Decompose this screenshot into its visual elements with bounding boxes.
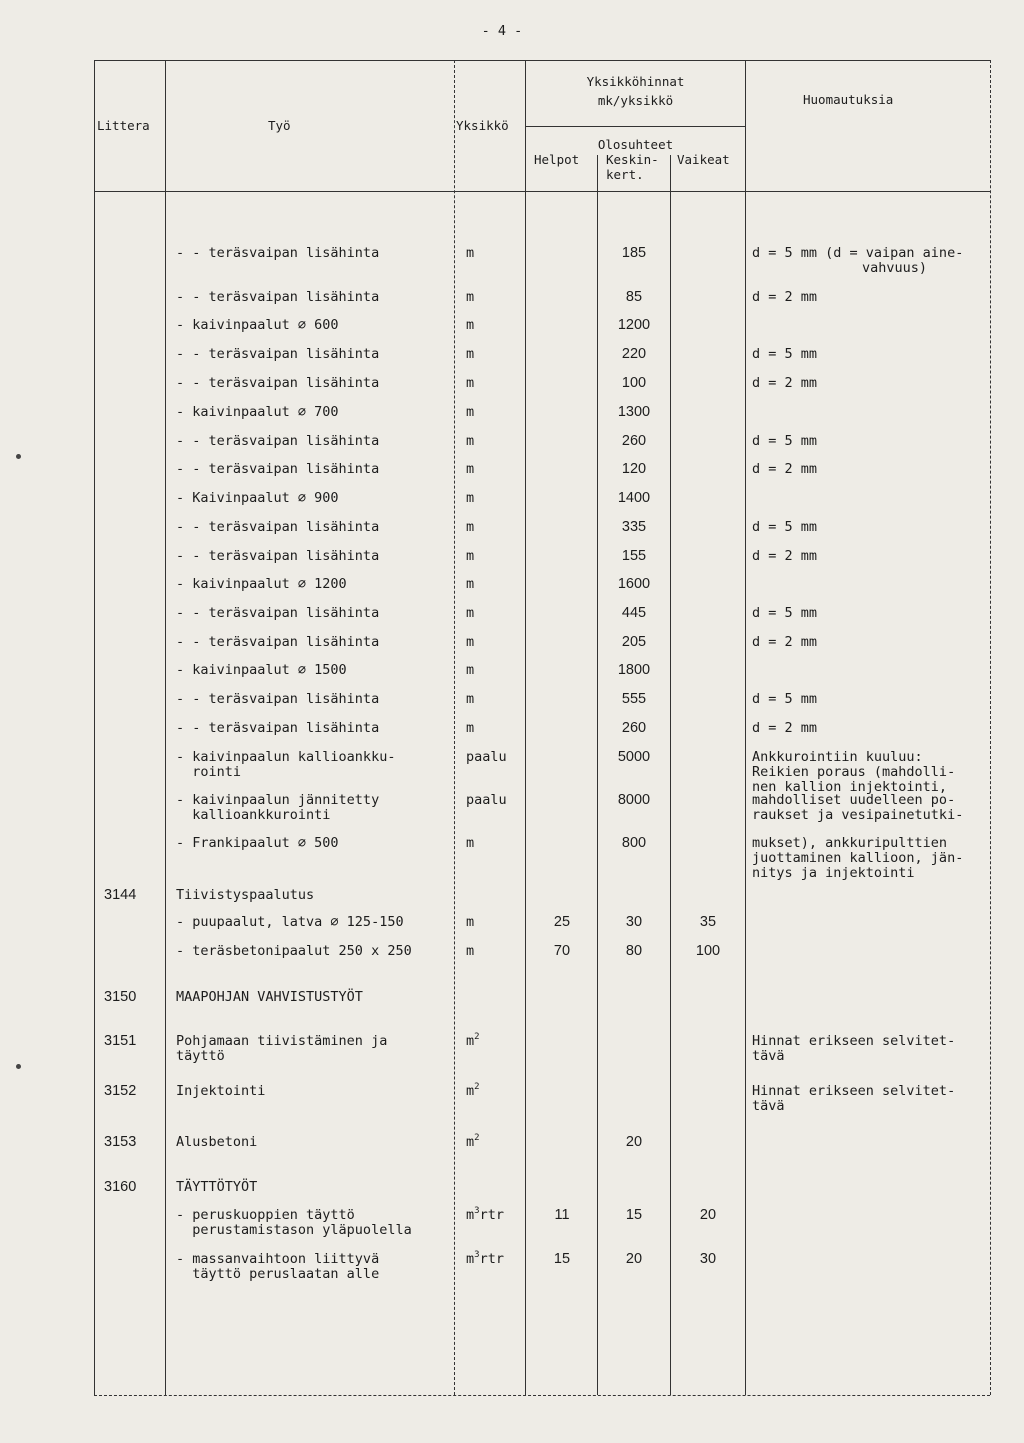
unit-symbol: m bbox=[466, 576, 475, 592]
unit-cell bbox=[466, 915, 474, 930]
unit-cell bbox=[466, 1135, 480, 1150]
work-description: täyttö bbox=[176, 1048, 225, 1064]
work-description: Pohjamaan tiivistäminen ja bbox=[176, 1033, 388, 1049]
work-description: - - teräsvaipan lisähinta bbox=[176, 605, 380, 621]
unit-suffix: rtr bbox=[479, 1251, 504, 1267]
work-description: - - teräsvaipan lisähinta bbox=[176, 289, 380, 305]
price-keskin: 1600 bbox=[617, 576, 651, 592]
header-yksikko: Yksikkö bbox=[456, 118, 509, 133]
header-olosuhteet: Olosuhteet bbox=[597, 137, 674, 152]
remark-text: Hinnat erikseen selvitet- bbox=[752, 1083, 956, 1099]
work-description: - - teräsvaipan lisähinta bbox=[176, 720, 380, 736]
unit-cell bbox=[466, 491, 474, 506]
littera-code: 3144 bbox=[104, 887, 137, 903]
price-keskin: 8000 bbox=[617, 792, 651, 808]
unit-symbol: m bbox=[466, 943, 475, 959]
header-littera: Littera bbox=[97, 118, 150, 133]
price-vaikeat: 35 bbox=[699, 914, 717, 930]
work-description: - kaivinpaalut ∅ 700 bbox=[176, 404, 339, 420]
unit-symbol: m bbox=[466, 914, 475, 930]
price-vaikeat: 100 bbox=[695, 943, 721, 959]
unit-symbol: m bbox=[466, 490, 475, 506]
unit-symbol: m bbox=[466, 433, 475, 449]
unit-cell bbox=[466, 520, 474, 535]
littera-code: 3150 bbox=[104, 989, 137, 1005]
unit-symbol: m bbox=[466, 1207, 475, 1223]
unit-symbol: m bbox=[466, 519, 475, 535]
remark-text: d = 2 mm bbox=[752, 461, 818, 477]
unit-symbol: m bbox=[466, 691, 475, 707]
unit-symbol: m bbox=[466, 1251, 475, 1267]
header-subdivider bbox=[525, 126, 745, 127]
unit-symbol: m bbox=[466, 245, 475, 261]
unit-symbol: m bbox=[466, 720, 475, 736]
unit-cell bbox=[466, 1208, 504, 1223]
littera-code: 3153 bbox=[104, 1134, 137, 1150]
unit-cell bbox=[466, 347, 474, 362]
col-border-keskin bbox=[670, 155, 671, 1395]
table-top-border bbox=[94, 60, 990, 61]
unit-cell bbox=[466, 549, 474, 564]
remark-text: nitys ja injektointi bbox=[752, 865, 915, 881]
unit-symbol: m bbox=[466, 346, 475, 362]
work-description: - kaivinpaalun jännitetty bbox=[176, 792, 380, 808]
work-description: Alusbetoni bbox=[176, 1134, 258, 1150]
unit-cell bbox=[466, 462, 474, 477]
unit-cell bbox=[466, 836, 474, 851]
unit-symbol: m bbox=[466, 317, 475, 333]
price-keskin: 155 bbox=[621, 548, 647, 564]
price-keskin: 1800 bbox=[617, 662, 651, 678]
price-keskin: 80 bbox=[625, 943, 643, 959]
unit-symbol: m bbox=[466, 375, 475, 391]
price-keskin: 800 bbox=[621, 835, 647, 851]
price-keskin: 20 bbox=[625, 1251, 643, 1267]
unit-cell bbox=[466, 635, 474, 650]
price-helpot: 15 bbox=[553, 1251, 571, 1267]
work-description: - peruskuoppien täyttö bbox=[176, 1207, 355, 1223]
work-description: - kaivinpaalut ∅ 600 bbox=[176, 317, 339, 333]
unit-exponent: 2 bbox=[474, 1032, 480, 1042]
remark-text: d = 5 mm (d = vaipan aine- bbox=[752, 245, 964, 261]
price-keskin: 5000 bbox=[617, 749, 651, 765]
unit-cell bbox=[466, 750, 507, 765]
price-keskin: 555 bbox=[621, 691, 647, 707]
remark-text: tävä bbox=[752, 1048, 785, 1064]
work-description: MAAPOHJAN VAHVISTUSTYÖT bbox=[176, 989, 363, 1005]
remark-text: d = 5 mm bbox=[752, 605, 818, 621]
remark-text: d = 5 mm bbox=[752, 519, 818, 535]
remark-text: d = 2 mm bbox=[752, 548, 818, 564]
remark-text: mukset), ankkuripulttien bbox=[752, 835, 948, 851]
header-helpot: Helpot bbox=[534, 152, 580, 167]
work-description: kallioankkurointi bbox=[176, 807, 331, 823]
price-keskin: 85 bbox=[625, 289, 643, 305]
price-keskin: 220 bbox=[621, 346, 647, 362]
remark-text: juottaminen kallioon, jän- bbox=[752, 850, 964, 866]
unit-symbol: m bbox=[466, 289, 475, 305]
remark-text: mahdolliset uudelleen po- bbox=[752, 792, 956, 808]
work-description: - - teräsvaipan lisähinta bbox=[176, 346, 380, 362]
col-border-right bbox=[990, 60, 991, 1395]
unit-symbol: m bbox=[466, 1134, 475, 1150]
littera-code: 3160 bbox=[104, 1179, 137, 1195]
unit-symbol: m bbox=[466, 1033, 475, 1049]
work-description: - kaivinpaalun kallioankku- bbox=[176, 749, 396, 765]
work-description: - puupaalut, latva ∅ 125-150 bbox=[176, 914, 404, 930]
price-keskin: 30 bbox=[625, 914, 643, 930]
work-description: - - teräsvaipan lisähinta bbox=[176, 375, 380, 391]
work-description: rointi bbox=[176, 764, 242, 780]
unit-symbol: paalu bbox=[466, 792, 507, 808]
price-keskin: 205 bbox=[621, 634, 647, 650]
littera-code: 3151 bbox=[104, 1033, 137, 1049]
unit-cell bbox=[466, 944, 474, 959]
work-description: - kaivinpaalut ∅ 1500 bbox=[176, 662, 347, 678]
work-description: - - teräsvaipan lisähinta bbox=[176, 461, 380, 477]
scan-mark bbox=[16, 454, 21, 459]
unit-cell bbox=[466, 290, 474, 305]
work-description: - teräsbetonipaalut 250 x 250 bbox=[176, 943, 412, 959]
col-border-helpot bbox=[597, 155, 598, 1395]
price-keskin: 1200 bbox=[617, 317, 651, 333]
table-bottom-border bbox=[94, 1395, 990, 1396]
header-prices-line1: Yksikköhinnat bbox=[586, 74, 685, 89]
work-description: - - teräsvaipan lisähinta bbox=[176, 433, 380, 449]
unit-cell bbox=[466, 434, 474, 449]
price-helpot: 25 bbox=[553, 914, 571, 930]
unit-cell bbox=[466, 1034, 480, 1049]
littera-code: 3152 bbox=[104, 1083, 137, 1099]
remark-text: d = 5 mm bbox=[752, 346, 818, 362]
price-keskin: 260 bbox=[621, 433, 647, 449]
unit-exponent: 3 bbox=[474, 1250, 480, 1260]
unit-cell bbox=[466, 721, 474, 736]
price-keskin: 20 bbox=[625, 1134, 643, 1150]
unit-symbol: m bbox=[466, 662, 475, 678]
unit-symbol: paalu bbox=[466, 749, 507, 765]
unit-cell bbox=[466, 692, 474, 707]
unit-suffix: rtr bbox=[479, 1207, 504, 1223]
price-keskin: 15 bbox=[625, 1207, 643, 1223]
price-keskin: 260 bbox=[621, 720, 647, 736]
header-vaikeat: Vaikeat bbox=[677, 152, 730, 167]
work-description: perustamistason yläpuolella bbox=[176, 1222, 412, 1238]
work-description: täyttö peruslaatan alle bbox=[176, 1266, 380, 1282]
remark-text: d = 5 mm bbox=[752, 433, 818, 449]
header-keskin-line1: Keskin- bbox=[606, 152, 659, 167]
work-description: - kaivinpaalut ∅ 1200 bbox=[176, 576, 347, 592]
unit-symbol: m bbox=[466, 605, 475, 621]
work-description: - - teräsvaipan lisähinta bbox=[176, 634, 380, 650]
remark-text: Reikien poraus (mahdolli- bbox=[752, 764, 956, 780]
unit-exponent: 3 bbox=[474, 1206, 480, 1216]
price-vaikeat: 30 bbox=[699, 1251, 717, 1267]
remark-text: d = 2 mm bbox=[752, 289, 818, 305]
work-description: - - teräsvaipan lisähinta bbox=[176, 548, 380, 564]
unit-exponent: 2 bbox=[474, 1082, 480, 1092]
unit-symbol: m bbox=[466, 1083, 475, 1099]
unit-exponent: 2 bbox=[474, 1133, 480, 1143]
header-huomautuksia: Huomautuksia bbox=[803, 92, 894, 107]
price-keskin: 445 bbox=[621, 605, 647, 621]
unit-cell bbox=[466, 663, 474, 678]
header-tyo: Työ bbox=[268, 118, 291, 133]
price-helpot: 70 bbox=[553, 943, 571, 959]
price-keskin: 1400 bbox=[617, 490, 651, 506]
unit-symbol: m bbox=[466, 548, 475, 564]
unit-cell bbox=[466, 318, 474, 333]
remark-text: tävä bbox=[752, 1098, 785, 1114]
col-border-littera bbox=[165, 60, 166, 1395]
work-description: - Kaivinpaalut ∅ 900 bbox=[176, 490, 339, 506]
price-helpot: 11 bbox=[554, 1207, 570, 1223]
unit-cell bbox=[466, 793, 507, 808]
unit-symbol: m bbox=[466, 835, 475, 851]
work-description: - - teräsvaipan lisähinta bbox=[176, 245, 380, 261]
price-keskin: 185 bbox=[621, 245, 647, 261]
unit-symbol: m bbox=[466, 404, 475, 420]
remark-text: Ankkurointiin kuuluu: bbox=[752, 749, 923, 765]
work-description: - - teräsvaipan lisähinta bbox=[176, 691, 380, 707]
work-description: - - teräsvaipan lisähinta bbox=[176, 519, 380, 535]
header-prices-line2: mk/yksikkö bbox=[597, 93, 674, 108]
unit-cell bbox=[466, 246, 474, 261]
unit-cell bbox=[466, 376, 474, 391]
price-keskin: 1300 bbox=[617, 404, 651, 420]
header-bottom-border bbox=[94, 191, 990, 192]
remark-text: d = 2 mm bbox=[752, 375, 818, 391]
page-number: - 4 - bbox=[481, 23, 523, 39]
remark-text: d = 2 mm bbox=[752, 720, 818, 736]
remark-text: raukset ja vesipainetutki- bbox=[752, 807, 964, 823]
price-keskin: 120 bbox=[621, 461, 647, 477]
unit-cell bbox=[466, 606, 474, 621]
remark-text: Hinnat erikseen selvitet- bbox=[752, 1033, 956, 1049]
col-border-left bbox=[94, 60, 95, 1395]
unit-cell bbox=[466, 577, 474, 592]
work-description: Injektointi bbox=[176, 1083, 266, 1099]
col-border-yksikko bbox=[525, 60, 526, 1395]
price-keskin: 335 bbox=[621, 519, 647, 535]
work-description: - massanvaihtoon liittyvä bbox=[176, 1251, 380, 1267]
unit-cell bbox=[466, 1084, 480, 1099]
work-description: Tiivistyspaalutus bbox=[176, 887, 315, 903]
scan-mark bbox=[16, 1064, 21, 1069]
col-border-tyo bbox=[454, 60, 455, 1395]
unit-cell bbox=[466, 405, 474, 420]
remark-text: d = 5 mm bbox=[752, 691, 818, 707]
price-vaikeat: 20 bbox=[699, 1207, 717, 1223]
work-description: TÄYTTÖTYÖT bbox=[176, 1179, 258, 1195]
unit-cell bbox=[466, 1252, 504, 1267]
remark-text: nen kallion injektointi, bbox=[752, 779, 948, 795]
col-border-vaikeat bbox=[745, 60, 746, 1395]
unit-symbol: m bbox=[466, 461, 475, 477]
header-keskin-line2: kert. bbox=[606, 167, 644, 182]
remark-text: vahvuus) bbox=[862, 260, 928, 276]
work-description: - Frankipaalut ∅ 500 bbox=[176, 835, 339, 851]
unit-symbol: m bbox=[466, 634, 475, 650]
remark-text: d = 2 mm bbox=[752, 634, 818, 650]
price-keskin: 100 bbox=[621, 375, 647, 391]
